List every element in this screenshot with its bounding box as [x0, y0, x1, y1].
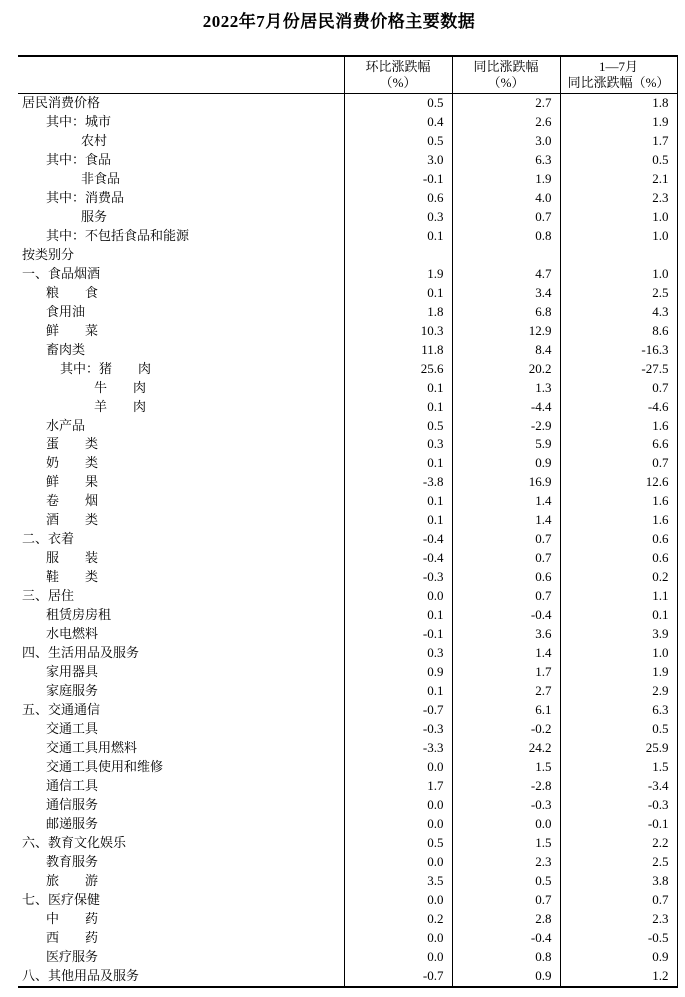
yoy-value: 0.7 [452, 891, 560, 910]
yoy-value: 0.9 [452, 967, 560, 987]
row-label: 家用器具 [46, 664, 99, 680]
yoy-value: 0.7 [452, 587, 560, 606]
mom-value: 0.1 [344, 682, 452, 701]
ytd-value: 0.2 [560, 568, 677, 587]
cpi-data-table [18, 55, 678, 988]
mom-value: -0.1 [344, 625, 452, 644]
ytd-value: 2.1 [560, 170, 677, 189]
row-label: 一、食品烟酒 [22, 265, 101, 281]
mom-value: 0.0 [344, 891, 452, 910]
row-label: 中 药 [46, 910, 99, 926]
table-row [18, 94, 677, 113]
table-row [18, 758, 677, 777]
mom-value: 0.0 [344, 796, 452, 815]
table-row [18, 549, 677, 568]
yoy-value: -0.2 [452, 720, 560, 739]
mom-value: 0.0 [344, 853, 452, 872]
header-label-cell [18, 56, 344, 94]
yoy-value: 20.2 [452, 360, 560, 379]
yoy-value: 1.4 [452, 644, 560, 663]
header-ytd-cell [560, 56, 677, 94]
yoy-value: 1.9 [452, 170, 560, 189]
mom-value: 0.1 [344, 606, 452, 625]
yoy-value: 0.8 [452, 948, 560, 967]
row-label: 鲜 果 [46, 474, 99, 490]
yoy-value: 2.6 [452, 113, 560, 132]
mom-value: -0.3 [344, 720, 452, 739]
yoy-value: 8.4 [452, 341, 560, 360]
row-label: 鞋 类 [46, 569, 99, 585]
table-row [18, 777, 677, 796]
table-row [18, 568, 677, 587]
mom-value: 3.0 [344, 151, 452, 170]
table-row [18, 473, 677, 492]
yoy-value: 0.7 [452, 530, 560, 549]
row-label: 卷 烟 [46, 493, 99, 509]
yoy-value: 0.9 [452, 454, 560, 473]
table-row [18, 891, 677, 910]
mom-value: 0.0 [344, 929, 452, 948]
ytd-value: 12.6 [560, 473, 677, 492]
yoy-value: 1.3 [452, 379, 560, 398]
ytd-value [560, 246, 677, 265]
ytd-value: 1.0 [560, 227, 677, 246]
ytd-value: 1.8 [560, 94, 677, 113]
row-label: 其中：猪 肉 [60, 360, 152, 376]
ytd-value: -0.1 [560, 815, 677, 834]
yoy-value [452, 246, 560, 265]
mom-value: 0.4 [344, 113, 452, 132]
ytd-value: 6.3 [560, 701, 677, 720]
table-row [18, 170, 677, 189]
row-label: 家庭服务 [46, 683, 99, 699]
ytd-value: -16.3 [560, 341, 677, 360]
yoy-value: 1.7 [452, 663, 560, 682]
row-label: 教育服务 [46, 853, 99, 869]
table-row [18, 815, 677, 834]
header-yoy-cell [452, 56, 560, 94]
row-label: 服务 [81, 208, 108, 224]
ytd-value: -0.5 [560, 929, 677, 948]
row-label: 服 装 [46, 550, 99, 566]
mom-value: 1.7 [344, 777, 452, 796]
yoy-value: 12.9 [452, 322, 560, 341]
table-row [18, 530, 677, 549]
table-row [18, 853, 677, 872]
table-row [18, 720, 677, 739]
row-label: 按类别分 [22, 246, 75, 262]
mom-value: -3.3 [344, 739, 452, 758]
ytd-value: -3.4 [560, 777, 677, 796]
ytd-value: 3.9 [560, 625, 677, 644]
row-label: 通信工具 [46, 777, 99, 793]
mom-value: -0.3 [344, 568, 452, 587]
ytd-value: 1.6 [560, 416, 677, 435]
yoy-value: 1.4 [452, 492, 560, 511]
yoy-value: 4.7 [452, 265, 560, 284]
mom-value: 0.5 [344, 94, 452, 113]
yoy-value: 0.6 [452, 568, 560, 587]
table-row [18, 872, 677, 891]
yoy-value: 6.1 [452, 701, 560, 720]
table-row [18, 587, 677, 606]
row-label: 居民消费价格 [22, 95, 101, 111]
ytd-value: 0.9 [560, 948, 677, 967]
table-row [18, 948, 677, 967]
row-label: 邮递服务 [46, 815, 99, 831]
mom-value: 0.0 [344, 587, 452, 606]
row-label: 其中：不包括食品和能源 [46, 227, 190, 243]
ytd-value: 6.6 [560, 435, 677, 454]
table-row [18, 910, 677, 929]
table-row [18, 189, 677, 208]
mom-value: 0.3 [344, 208, 452, 227]
yoy-value: 1.5 [452, 758, 560, 777]
mom-value: 0.1 [344, 511, 452, 530]
yoy-value: 1.5 [452, 834, 560, 853]
table-body [18, 94, 677, 987]
table-row [18, 682, 677, 701]
table-row [18, 379, 677, 398]
mom-value: 0.1 [344, 284, 452, 303]
table-row [18, 435, 677, 454]
ytd-value: 0.5 [560, 151, 677, 170]
yoy-value: 2.7 [452, 94, 560, 113]
header-mom-line1: 环比涨跌幅 [365, 59, 431, 74]
yoy-value: 2.3 [452, 853, 560, 872]
yoy-value: 0.7 [452, 549, 560, 568]
mom-value: 0.1 [344, 454, 452, 473]
ytd-value: 1.2 [560, 967, 677, 987]
mom-value: -0.1 [344, 170, 452, 189]
row-label: 其中：城市 [46, 114, 112, 129]
table-row [18, 511, 677, 530]
yoy-value: 5.9 [452, 435, 560, 454]
row-label: 畜肉类 [46, 341, 86, 357]
table-row [18, 929, 677, 948]
table-row [18, 625, 677, 644]
ytd-value: 1.7 [560, 132, 677, 151]
mom-value: 0.0 [344, 948, 452, 967]
ytd-value: 2.5 [560, 853, 677, 872]
row-label: 水电燃料 [46, 626, 99, 642]
yoy-value: 24.2 [452, 739, 560, 758]
mom-value: 0.5 [344, 834, 452, 853]
table-row [18, 341, 677, 360]
mom-value: -0.4 [344, 549, 452, 568]
mom-value: 0.0 [344, 815, 452, 834]
table-row [18, 663, 677, 682]
table-row [18, 132, 677, 151]
yoy-value: -0.4 [452, 606, 560, 625]
row-label: 五、交通通信 [22, 702, 101, 718]
mom-value: 0.9 [344, 663, 452, 682]
mom-value: 25.6 [344, 360, 452, 379]
mom-value: 0.6 [344, 189, 452, 208]
mom-value: -3.8 [344, 473, 452, 492]
row-label: 医疗服务 [46, 948, 99, 964]
mom-value: 0.1 [344, 492, 452, 511]
mom-value: 10.3 [344, 322, 452, 341]
yoy-value: -0.3 [452, 796, 560, 815]
ytd-value: 2.5 [560, 284, 677, 303]
table-row [18, 246, 677, 265]
yoy-value: -4.4 [452, 398, 560, 417]
row-label: 农村 [81, 132, 108, 148]
yoy-value: -2.9 [452, 416, 560, 435]
yoy-value: -0.4 [452, 929, 560, 948]
mom-value: 0.1 [344, 398, 452, 417]
row-label: 牛 肉 [94, 379, 147, 395]
table-row [18, 398, 677, 417]
mom-value: 3.5 [344, 872, 452, 891]
mom-value: 0.5 [344, 132, 452, 151]
ytd-value: 1.0 [560, 644, 677, 663]
row-label: 其中：食品 [46, 151, 112, 167]
mom-value: 11.8 [344, 341, 452, 360]
row-label: 三、居住 [22, 588, 75, 604]
row-label: 通信服务 [46, 796, 99, 812]
row-label: 酒 类 [46, 512, 99, 528]
ytd-value: 2.9 [560, 682, 677, 701]
ytd-value: 0.6 [560, 549, 677, 568]
ytd-value: 1.1 [560, 587, 677, 606]
mom-value: 0.2 [344, 910, 452, 929]
row-label: 四、生活用品及服务 [22, 645, 140, 661]
ytd-value: 25.9 [560, 739, 677, 758]
table-row [18, 151, 677, 170]
yoy-value: 0.0 [452, 815, 560, 834]
yoy-value: -2.8 [452, 777, 560, 796]
row-label: 六、教育文化娱乐 [22, 834, 127, 850]
mom-value: -0.7 [344, 701, 452, 720]
ytd-value: -4.6 [560, 398, 677, 417]
table-row [18, 644, 677, 663]
row-label: 八、其他用品及服务 [22, 967, 140, 983]
ytd-value: -0.3 [560, 796, 677, 815]
table-row [18, 303, 677, 322]
table-row [18, 322, 677, 341]
ytd-value: 1.0 [560, 208, 677, 227]
row-label: 食用油 [46, 303, 86, 319]
row-label: 租赁房房租 [46, 607, 112, 623]
table-row [18, 492, 677, 511]
row-label: 非食品 [81, 170, 121, 186]
header-yoy-line1: 同比涨跌幅 [473, 59, 539, 74]
row-label: 粮 食 [46, 284, 99, 300]
ytd-value: 1.6 [560, 492, 677, 511]
header-ytd-line2: 同比涨跌幅（%） [567, 75, 670, 90]
mom-value: 0.3 [344, 435, 452, 454]
ytd-value: 2.3 [560, 189, 677, 208]
yoy-value: 3.6 [452, 625, 560, 644]
table-row [18, 606, 677, 625]
mom-value: -0.7 [344, 967, 452, 987]
mom-value: 0.0 [344, 758, 452, 777]
ytd-value: 0.5 [560, 720, 677, 739]
ytd-value: 1.0 [560, 265, 677, 284]
row-label: 水产品 [46, 417, 86, 433]
ytd-value: 0.6 [560, 530, 677, 549]
yoy-value: 4.0 [452, 189, 560, 208]
table-row [18, 113, 677, 132]
mom-value: 0.1 [344, 379, 452, 398]
table-row [18, 284, 677, 303]
ytd-value: 1.9 [560, 663, 677, 682]
yoy-value: 16.9 [452, 473, 560, 492]
header-mom-line2: （%） [379, 75, 417, 90]
table-row [18, 360, 677, 379]
table-row [18, 967, 677, 987]
mom-value: -0.4 [344, 530, 452, 549]
ytd-value: 0.7 [560, 891, 677, 910]
yoy-value: 0.8 [452, 227, 560, 246]
row-label: 鲜 菜 [46, 322, 99, 338]
table-row [18, 416, 677, 435]
row-label: 旅 游 [46, 872, 99, 888]
table-row [18, 701, 677, 720]
yoy-value: 3.4 [452, 284, 560, 303]
ytd-value: 0.7 [560, 454, 677, 473]
yoy-value: 3.0 [452, 132, 560, 151]
ytd-value: 1.9 [560, 113, 677, 132]
row-label: 二、衣着 [22, 531, 75, 547]
row-label: 奶 类 [46, 455, 99, 471]
row-label: 蛋 类 [46, 436, 99, 452]
yoy-value: 0.5 [452, 872, 560, 891]
mom-value: 0.3 [344, 644, 452, 663]
mom-value [344, 246, 452, 265]
ytd-value: 4.3 [560, 303, 677, 322]
ytd-value: 2.3 [560, 910, 677, 929]
row-label: 西 药 [46, 929, 99, 945]
ytd-value: 1.5 [560, 758, 677, 777]
header-mom-cell [344, 56, 452, 94]
table-row [18, 208, 677, 227]
mom-value: 0.5 [344, 416, 452, 435]
yoy-value: 1.4 [452, 511, 560, 530]
header-yoy-line2: （%） [487, 75, 525, 90]
yoy-value: 6.3 [452, 151, 560, 170]
ytd-value: 8.6 [560, 322, 677, 341]
row-label: 交通工具用燃料 [46, 739, 138, 755]
ytd-value: 0.7 [560, 379, 677, 398]
row-label: 其中：消费品 [46, 189, 125, 205]
ytd-value: 2.2 [560, 834, 677, 853]
table-row [18, 227, 677, 246]
table-row [18, 265, 677, 284]
ytd-value: -27.5 [560, 360, 677, 379]
table-row [18, 796, 677, 815]
row-label: 交通工具 [46, 721, 99, 736]
mom-value: 1.8 [344, 303, 452, 322]
row-label: 交通工具使用和维修 [46, 758, 164, 774]
yoy-value: 2.8 [452, 910, 560, 929]
ytd-value: 0.1 [560, 606, 677, 625]
ytd-value: 1.6 [560, 511, 677, 530]
table-row [18, 739, 677, 758]
page-title: 2022年7月份居民消费价格主要数据 [202, 12, 476, 31]
row-label: 羊 肉 [94, 398, 147, 414]
header-ytd-line1: 1—7月 [598, 59, 638, 74]
header-row [18, 56, 677, 94]
yoy-value: 0.7 [452, 208, 560, 227]
mom-value: 1.9 [344, 265, 452, 284]
table-row [18, 454, 677, 473]
yoy-value: 2.7 [452, 682, 560, 701]
ytd-value: 3.8 [560, 872, 677, 891]
table-row [18, 834, 677, 853]
yoy-value: 6.8 [452, 303, 560, 322]
row-label: 七、医疗保健 [22, 891, 101, 907]
mom-value: 0.1 [344, 227, 452, 246]
